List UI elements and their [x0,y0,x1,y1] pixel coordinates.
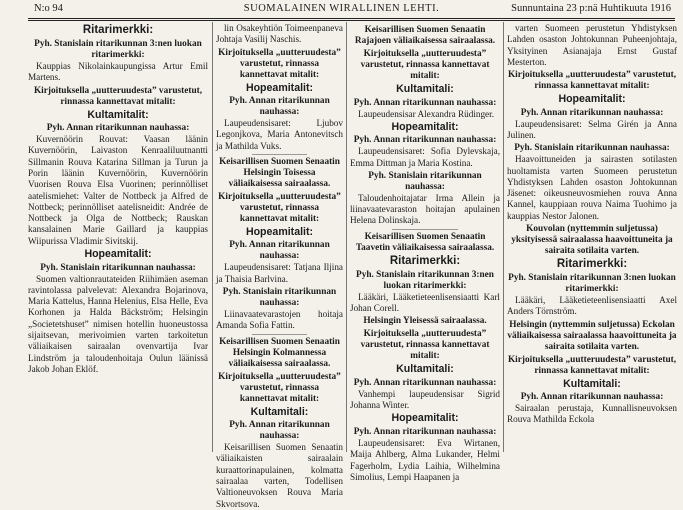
subheading: Helsingin Yleisessä sairaalassa. [363,316,487,327]
section-heading: Ritarimerkki: [389,254,461,267]
separator [392,229,458,230]
paragraph: lin Osakeyhtiön Toimeenpaneva Johtaja Vasilij Naschis. [216,23,343,45]
paragraph: Keisarillisen Suomen Senaatin väliaikaisten sairaalain kuraattorinapulainen, kolmatta sairaalaa varten, Todellisen Valtioneuvoksen Rouva Maria Skvortsova. [216,442,343,509]
subheading: Pyh. Stanislain ritarikunnan nauhassa: [40,262,196,273]
column-4 [507,23,677,452]
column-3 [350,23,500,482]
medal-heading: Kultamitali: [396,363,454,376]
subheading: Kirjoituksella „uutteruudesta” varustetut, rinnassa kannettavat mitalit: [507,354,677,376]
paragraph: Kauppias Nikolainkaupungissa Artur Emil Martens. [28,61,208,83]
subheading: Pyh. Stanislain ritarikunnan nauhassa: [514,143,670,154]
masthead-rule [28,18,675,19]
subheading: Pyh. Stanislain ritarikunnan 3:nen luokan ritarimerkki: [34,39,202,60]
paragraph: Laupeudensisaret: Eva Wirtanen, Maija Ahlberg, Alma Lukander, Helmi Fagerholm, Lydia Laihia, Wilhelmina Simolius, Lempi Haapanen ja [350,437,500,482]
subheading: Kirjoituksella „uutteruudesta” varustetut, rinnassa kannettavat mitalit: [218,191,341,224]
paragraph: Laupeudensisaret: Tatjana Iljina ja Thaisia Barlvina. [216,262,343,284]
medal-heading: Kultamitali: [563,377,621,390]
column-2 [216,23,343,509]
paragraph: varten Suomeen perustetun Yhdistyksen Lahden osaston Johtokunnan Puheenjohtaja, Yksityinen Asianajaja Ernst Gustaf Mesterton. [507,23,677,67]
subheading: Kirjoituksella „uutteruudesta” varustetut, rinnassa kannettavat mitalit: [507,70,677,92]
subheading: Pyh. Annan ritarikunnan nauhassa: [353,97,497,108]
subheading: Keisarillisen Suomen Senaatin Helsingin Kolmannessa väliaikaisessa sairaalassa. [219,336,340,369]
medal-heading: Hopeamitalit: [84,248,152,261]
separator [252,154,308,155]
medal-heading: Kultamitali: [250,405,309,418]
subheading: Pyh. Annan ritarikunnan nauhassa: [229,420,330,442]
paragraph: Taloudenhoitajatar Irma Allein ja liinavaatevaraston hoitajan apulainen Helena Dolinskaja. [350,192,500,226]
column-1 [28,23,208,452]
subheading: Keisarillisen Suomen Senaatin Taavetin väliaikaisessa sairaalassa. [355,231,495,253]
paragraph: Sairaalan perustaja, Kunnallisneuvoksen Rouva Mathilda Eckola [507,403,677,425]
subheading: Pyh. Annan ritarikunnan nauhassa: [353,135,497,146]
subheading: Pyh. Annan ritarikunnan nauhassa: [229,240,330,262]
subheading: Pyh. Stanislain ritarikunnan 3:nen luokan ritarimerkki: [508,273,676,295]
paragraph: Kuvernöörin Rouvat: Vaasan läänin Kuvernöörin, Laivaston Kenraaliluutnantti Sillmanin Rouva Katarina Sillman ja Turun ja Porin läänin Kuvernöörin, Kuvernöörin Vuorisen Rouva Elsa Vuorinen; perinnölliset aatelismiehet: Valter de Nottbeck ja Alfred de Nottbeck; perinnölliset aatelisneidit: Andrée de Nottbeck ja Olga de Nottbeck; Rauskan kansalainen Marie Gaillard ja kauppias Wiipurissa Vladimir Sivitskij. [28,134,208,246]
issue-date: Sunnuntaina 23 p:nä Huhtikuuta 1916 [511,3,671,14]
paragraph: Lääkäri, Lääketieteenlisensiaatti Axel Anders Törnström. [507,295,677,317]
medal-heading: Kultamitalit: [87,108,149,121]
subheading: Pyh. Annan ritarikunnan nauhassa: [520,107,664,118]
masthead [0,0,683,20]
masthead-rule-thin [28,20,675,21]
subheading: Kirjoituksella „uutteruudesta” varustetut, rinnassa kannettavat mitalit: [360,49,490,81]
subheading: Kirjoituksella „uutteruudesta” varustetut, rinnassa kannettavat mitalit: [360,329,490,362]
subheading: Helsingin (nyttemmin suljetussa) Eckolan väliaikaisessa sairaalassa haavoittuneita ja sairaita sotilaita varten. [507,319,677,352]
separator [252,334,308,335]
subheading: Kirjoituksella „uutteruudesta” varustetut, rinnassa kannettavat mitalit: [218,371,341,404]
subheading: Kouvolan (nyttemmin suljetussa) yksityisessä sairaalassa haavoittuneita ja sairaita sotilaita varten. [511,224,673,257]
paragraph: Laupeudensisar Alexandra Rüdinger. [358,108,494,119]
paragraph: Laupeudensisaret: Ljubov Legonjkova, Maria Antonevitsch ja Mathilda Vuks. [216,118,343,151]
medal-heading: Kultamitali: [396,83,454,95]
paragraph: Laupeudensisaret: Sofia Dylevskaja, Emma Dittman ja Maria Kostina. [350,146,500,168]
subheading: Pyh. Annan ritarikunnan nauhassa: [46,123,190,134]
paragraph: Suomen valtionrautateiden Riihimäen aseman ravintolassa palvelevat: Alexandra Bojarinova, Maria Kattelus, Hanna Helenius, Elsa Helle, Eva Korhonen ja Halda Bäckström; Helsingin „Societetshuset” nimisen hotellin huoneustossa sijaitsevan, merivoimien varten tarkoitetun väliaikaisen sairaalan ovenvartija Ivar Lindström ja taloudenhoitaja Oulun läänissä Jakob Johan Eklöf. [28,273,208,374]
newspaper-title: SUOMALAINEN WIRALLINEN LEHTI. [243,3,440,14]
subheading: Pyh. Stanislain ritarikunnan 3:nen luokan ritarimerkki: [356,269,494,291]
column-divider [212,22,213,452]
medal-heading: Hopeamitalit: [245,225,314,238]
paragraph: Liinavaatevarastojen hoitaja Amanda Sofia Fattin. [216,309,343,331]
column-divider [346,22,347,452]
subheading: Pyh. Annan ritarikunnan nauhassa: [229,96,330,118]
section-heading: Ritarimerkki: [82,24,154,36]
subheading: Pyh. Stanislain ritarikunnan nauhassa: [222,287,337,309]
subheading: Kirjoituksella „uutteruudesta” varustetut, rinnassa kannettavat mitalit: [33,85,203,107]
subheading: Keisarillisen Suomen Senaatin Helsingin Toisessa väliaikaisessa sairaalassa. [219,156,340,189]
section-heading: Ritarimerkki: [556,258,628,271]
medal-heading: Hopeamitalit: [558,93,626,106]
subheading: Pyh. Stanislain ritarikunnan nauhassa: [368,170,482,192]
paragraph: Laupeudensisaret: Selma Girén ja Anna Julinen. [507,118,677,140]
subheading: Pyh. Annan ritarikunnan nauhassa: [353,426,497,437]
medal-heading: Hopeamitalit: [245,81,314,94]
subheading: Pyh. Annan ritarikunnan nauhassa: [353,377,497,388]
subheading: Pyh. Annan ritarikunnan nauhassa: [520,392,664,403]
subheading: Kirjoituksella „uutteruudesta” varustetut, rinnassa kannettavat mitalit: [218,47,341,80]
paragraph: Haavoittuneiden ja sairasten sotilasten huoltamista varten Suomeen perustetun Yhdistyksen Lahden osaston Johtokunnan Jäsenet: oikeusneuvosmiehen rouva Anna Kannel, kauppiaan rouva Naima Tuohimo ja kauppias Nestor Jalonen. [507,154,677,221]
column-divider [503,22,504,452]
medal-heading: Hopeamitalit: [391,120,459,133]
paragraph: Vanhempi laupeudensisar Sigrid Johanna Winter. [350,388,500,411]
medal-heading: Hopeamitalit: [391,412,459,425]
subheading: Keisarillisen Suomen Senaatin Rajajoen väliaikaisessa sairaalassa. [354,25,496,46]
paragraph: Lääkäri, Lääketieteenlisensiaatti Karl Johan Corell. [350,291,500,314]
issue-number: N:o 94 [34,3,63,14]
